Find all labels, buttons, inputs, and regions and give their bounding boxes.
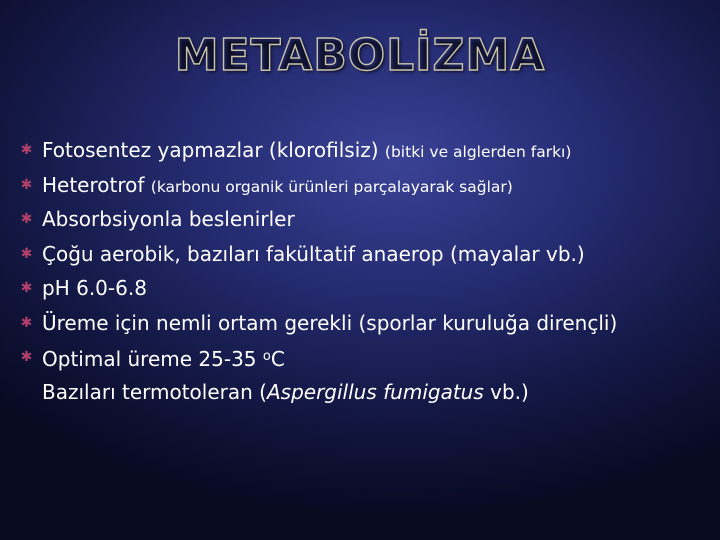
bullet-text: Absorbsiyonla beslenirler (42, 207, 295, 231)
asterisk-bullet-icon (20, 179, 33, 192)
list-item (20, 133, 710, 168)
list-item (20, 271, 710, 306)
slide-title: METABOLİZMA (174, 30, 546, 81)
list-item (20, 168, 710, 203)
bullet-text: Fotosentez yapmazlar (klorofilsiz) (42, 138, 385, 162)
asterisk-bullet-icon (20, 351, 33, 364)
bullet-list (20, 133, 710, 409)
asterisk-bullet-icon (20, 317, 33, 330)
asterisk-bullet-icon (20, 282, 33, 295)
bullet-text: Üreme için nemli ortam gerekli (sporlar kuruluğa dirençli) (42, 310, 618, 335)
asterisk-bullet-icon (20, 213, 33, 226)
bullet-text: pH 6.0-6.8 (42, 276, 147, 300)
continuation-line (20, 375, 710, 410)
bullet-note: (karbonu organik ürünleri parçalayarak sağlar) (150, 177, 513, 196)
bullet-text: Optimal üreme 25-35 (42, 347, 263, 371)
bullet-text-unit: C (270, 347, 285, 371)
continuation-text: Bazıları termotoleran ( (42, 379, 267, 404)
degree-superscript: o (262, 349, 271, 364)
continuation-text-end: vb.) (483, 379, 529, 404)
list-item (20, 202, 710, 237)
bullet-text: Çoğu aerobik, bazıları fakültatif anaerop (mayalar vb.) (42, 241, 585, 266)
list-item (20, 340, 710, 375)
asterisk-bullet-icon (20, 248, 33, 261)
species-name: Aspergillus fumigatus (266, 379, 484, 404)
bullet-note: (bitki ve alglerden farkı) (384, 143, 572, 161)
asterisk-bullet-icon (20, 144, 33, 157)
bullet-text: Heterotrof (42, 172, 151, 197)
list-item (20, 237, 710, 272)
list-item (20, 306, 710, 341)
